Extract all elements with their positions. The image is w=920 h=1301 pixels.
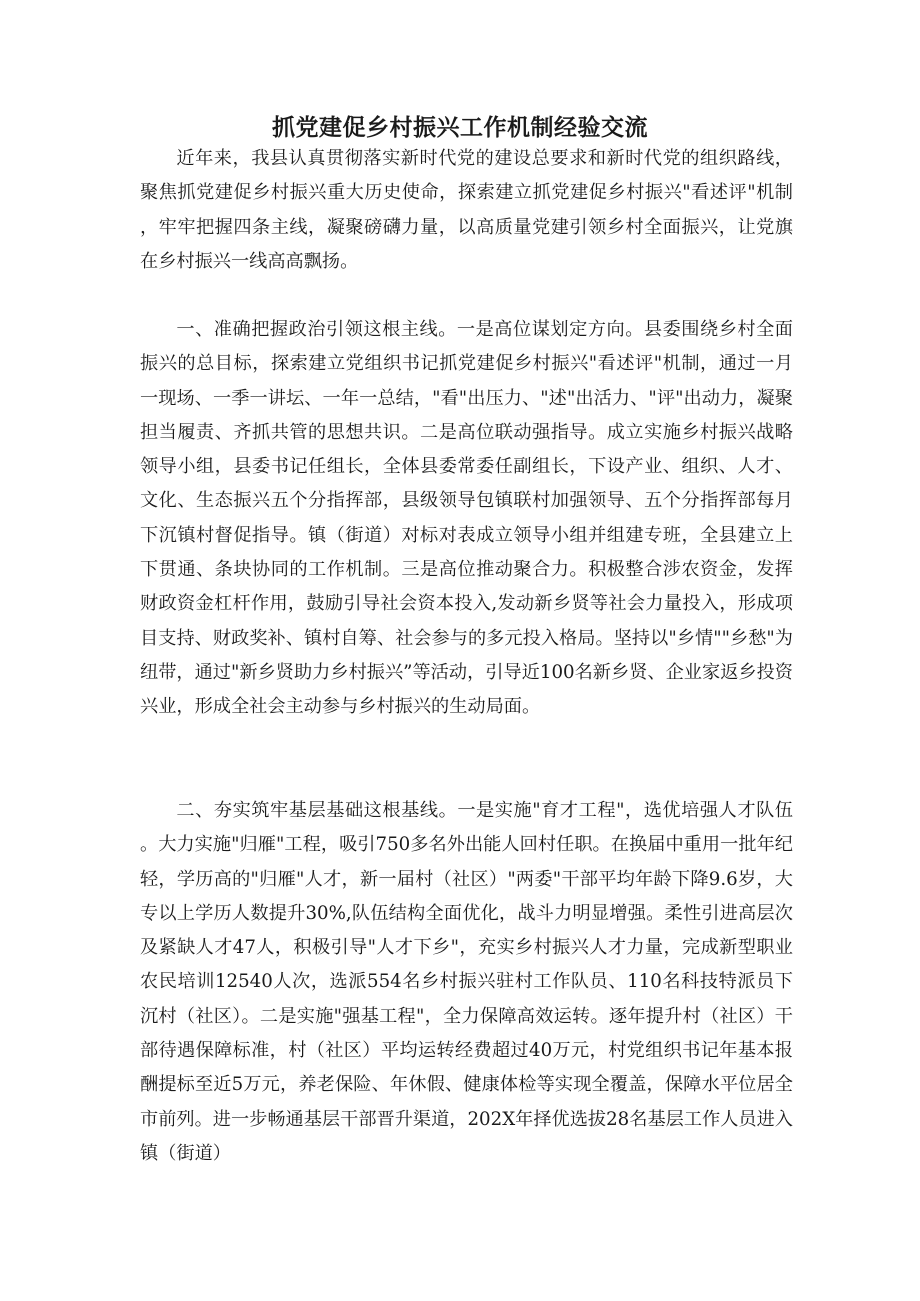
section-1-paragraph: 一、准确把握政治引领这根主线。一是高位谋划定方向。县委围绕乡村全面振兴的总目标，探索建立党组织书记抓党建促乡村振兴"看述评"机制，通过一月一现场、一季一讲坛、一年一总结，"看"出压力、"述"出活力、"评"出动力，凝聚担当履责、齐抓共管的思想共识。二是高位联动强指导。成立实施乡村振兴战略领导小组，县委书记任组长，全体县委常委任副组长，下设产业、组织、人才、文化、生态振兴五个分指挥部，县级领导包镇联村加强领导、五个分指挥部每月下沉镇村督促指导。镇（街道）对标对表成立领导小组并组建专班，全县建立上下贯通、条块协同的工作机制。三是高位推动聚合力。积极整合涉农资金，发挥财政资金杠杆作用，鼓励引导社会资本投入,发动新乡贤等社会力量投入，形成项目支持、财政奖补、镇村自筹、社会参与的多元投入格局。坚持以"乡情""乡愁"为纽带，通过"新乡贤助力乡村振兴”等活动，引导近100名新乡贤、企业家返乡投资兴业，形成全社会主动参与乡村振兴的生动局面。: [140, 319, 793, 718]
intro-paragraph: 近年来，我县认真贯彻落实新时代党的建设总要求和新时代党的组织路线，聚焦抓党建促乡村振兴重大历史使命，探索建立抓党建促乡村振兴"看述评"机制，牢牢把握四条主线，凝聚磅礴力量，以高质量党建引领乡村全面振兴，让党旗在乡村振兴一线高高飘扬。: [140, 148, 793, 272]
document-title: 抓党建促乡村振兴工作机制经验交流: [272, 115, 648, 141]
section-2-paragraph: 二、夯实筑牢基层基础这根基线。一是实施"育才工程"，选优培强人才队伍。大力实施"归雁"工程，吸引750多名外出能人回村任职。在换届中重用一批年纪轻，学历高的"归雁"人才，新一届村（社区）"两委"干部平均年龄下降9.6岁，大专以上学历人数提升30%,队伍结构全面优化，战斗力明显增强。柔性引进高层次及紧缺人才47人，积极引导"人才下乡"，充实乡村振兴人才力量，完成新型职业农民培训12540人次，选派554名乡村振兴驻村工作队员、110名科技特派员下沉村（社区）。二是实施"强基工程"，全力保障高效运转。逐年提升村（社区）干部待遇保障标准，村（社区）平均运转经费超过40万元，村党组织书记年基本报酬提标至近5万元，养老保险、年休假、健康体检等实现全覆盖，保障水平位居全市前列。进一步畅通基层干部晋升渠道，202X年择优选拔28名基层工作人员进入镇（街道）: [140, 800, 793, 1164]
